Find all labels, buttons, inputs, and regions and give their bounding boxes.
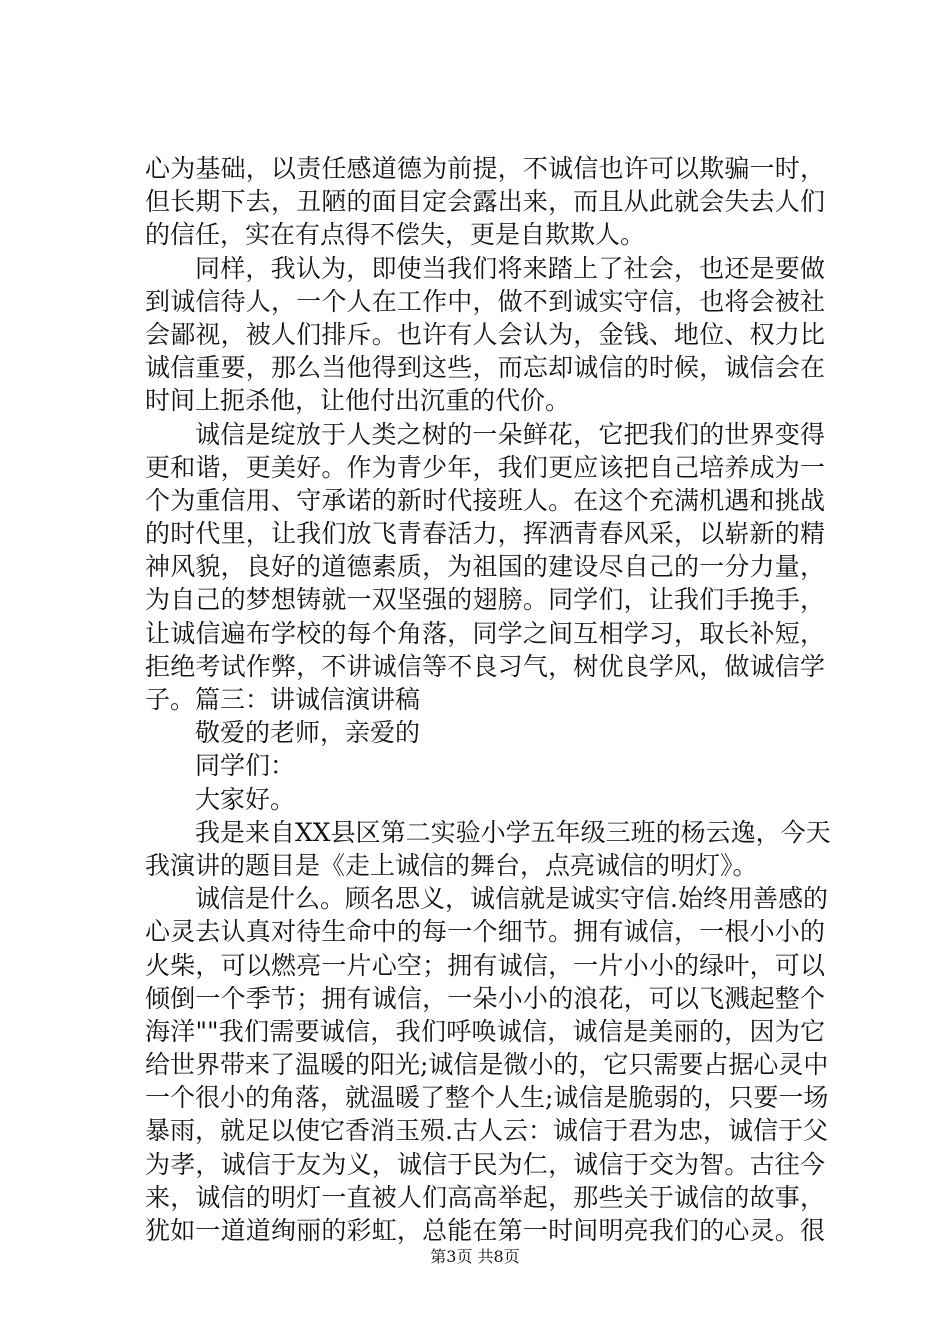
text-line: 会鄙视，被人们排斥。也许有人会认为，金钱、地位、权力比 [145, 319, 825, 349]
text-line: 神风貌，良好的道德素质，为祖国的建设尽自己的一分力量， [145, 552, 825, 582]
text-line: 拒绝考试作弊，不讲诚信等不良习气，树优良学风，做诚信学 [145, 651, 825, 681]
document-body [145, 152, 831, 1247]
text-line: 但长期下去，丑陋的面目定会露出来，而且从此就会失去人们 [145, 187, 825, 217]
text-line: 火柴，可以燃亮一片心空；拥有诚信，一片小小的绿叶，可以 [145, 950, 825, 980]
text-line: 子。篇三：讲诚信演讲稿 [145, 685, 421, 714]
text-line: 大家好。 [195, 784, 296, 814]
text-line: 的时代里，让我们放飞青春活力，挥洒青春风采，以崭新的精 [145, 519, 825, 549]
text-line: 心为基础，以责任感道德为前提，不诚信也许可以欺骗一时， [145, 154, 825, 183]
text-line: 一个很小的角落，就温暖了整个人生;诚信是脆弱的，只要一场 [145, 1083, 829, 1113]
text-line: 的信任，实在有点得不偿失，更是自欺欺人。 [145, 220, 646, 250]
text-line: 到诚信待人，一个人在工作中，做不到诚实守信，也将会被社 [145, 286, 825, 316]
text-line: 诚信是绽放于人类之树的一朵鲜花，它把我们的世界变得 [195, 419, 825, 449]
text-line: 为自己的梦想铸就一双坚强的翅膀。同学们，让我们手挽手， [145, 585, 825, 615]
text-line: 犹如一道道绚丽的彩虹，总能在第一时间明亮我们的心灵。很 [145, 1216, 825, 1245]
text-line: 我演讲的题目是《走上诚信的舞台，点亮诚信的明灯》。 [145, 850, 758, 880]
page-footer [0, 1244, 950, 1267]
text-line: 海洋""我们需要诚信，我们呼唤诚信，诚信是美丽的，因为它 [145, 1016, 825, 1046]
text-line: 诚信重要，那么当他得到这些，而忘却诚信的时候，诚信会在 [145, 353, 825, 383]
text-line: 同样，我认为，即使当我们将来踏上了社会，也还是要做 [195, 253, 825, 283]
text-line: 来，诚信的明灯一直被人们高高举起，那些关于诚信的故事， [145, 1182, 825, 1212]
text-line: 同学们： [195, 751, 296, 781]
text-line: 让诚信遍布学校的每个角落，同学之间互相学习，取长补短， [145, 618, 825, 648]
text-line: 倾倒一个季节；拥有诚信，一朵小小的浪花，可以飞溅起整个 [145, 983, 825, 1013]
text-line: 个为重信用、守承诺的新时代接班人。在这个充满机遇和挑战 [145, 485, 825, 515]
text-line: 我是来自XX县区第二实验小学五年级三班的杨云逸，今天 [195, 817, 831, 847]
text-line: 敬爱的老师，亲爱的 [195, 718, 421, 748]
text-line: 暴雨，就足以使它香消玉殒.古人云：诚信于君为忠，诚信于父 [145, 1116, 828, 1146]
page-number: 第3页 共8页 [430, 1247, 520, 1266]
text-line: 诚信是什么。顾名思义，诚信就是诚实守信.始终用善感的 [195, 884, 828, 914]
text-line: 时间上扼杀他，让他付出沉重的代价。 [145, 386, 571, 416]
text-line: 更和谐，更美好。作为青少年，我们更应该把自己培养成为一 [145, 452, 825, 482]
text-line: 心灵去认真对待生命中的每一个细节。拥有诚信，一根小小的 [145, 917, 825, 947]
text-line: 为孝，诚信于友为义，诚信于民为仁，诚信于交为智。古往今 [145, 1149, 825, 1179]
text-line: 给世界带来了温暖的阳光;诚信是微小的，它只需要占据心灵中 [145, 1050, 829, 1080]
